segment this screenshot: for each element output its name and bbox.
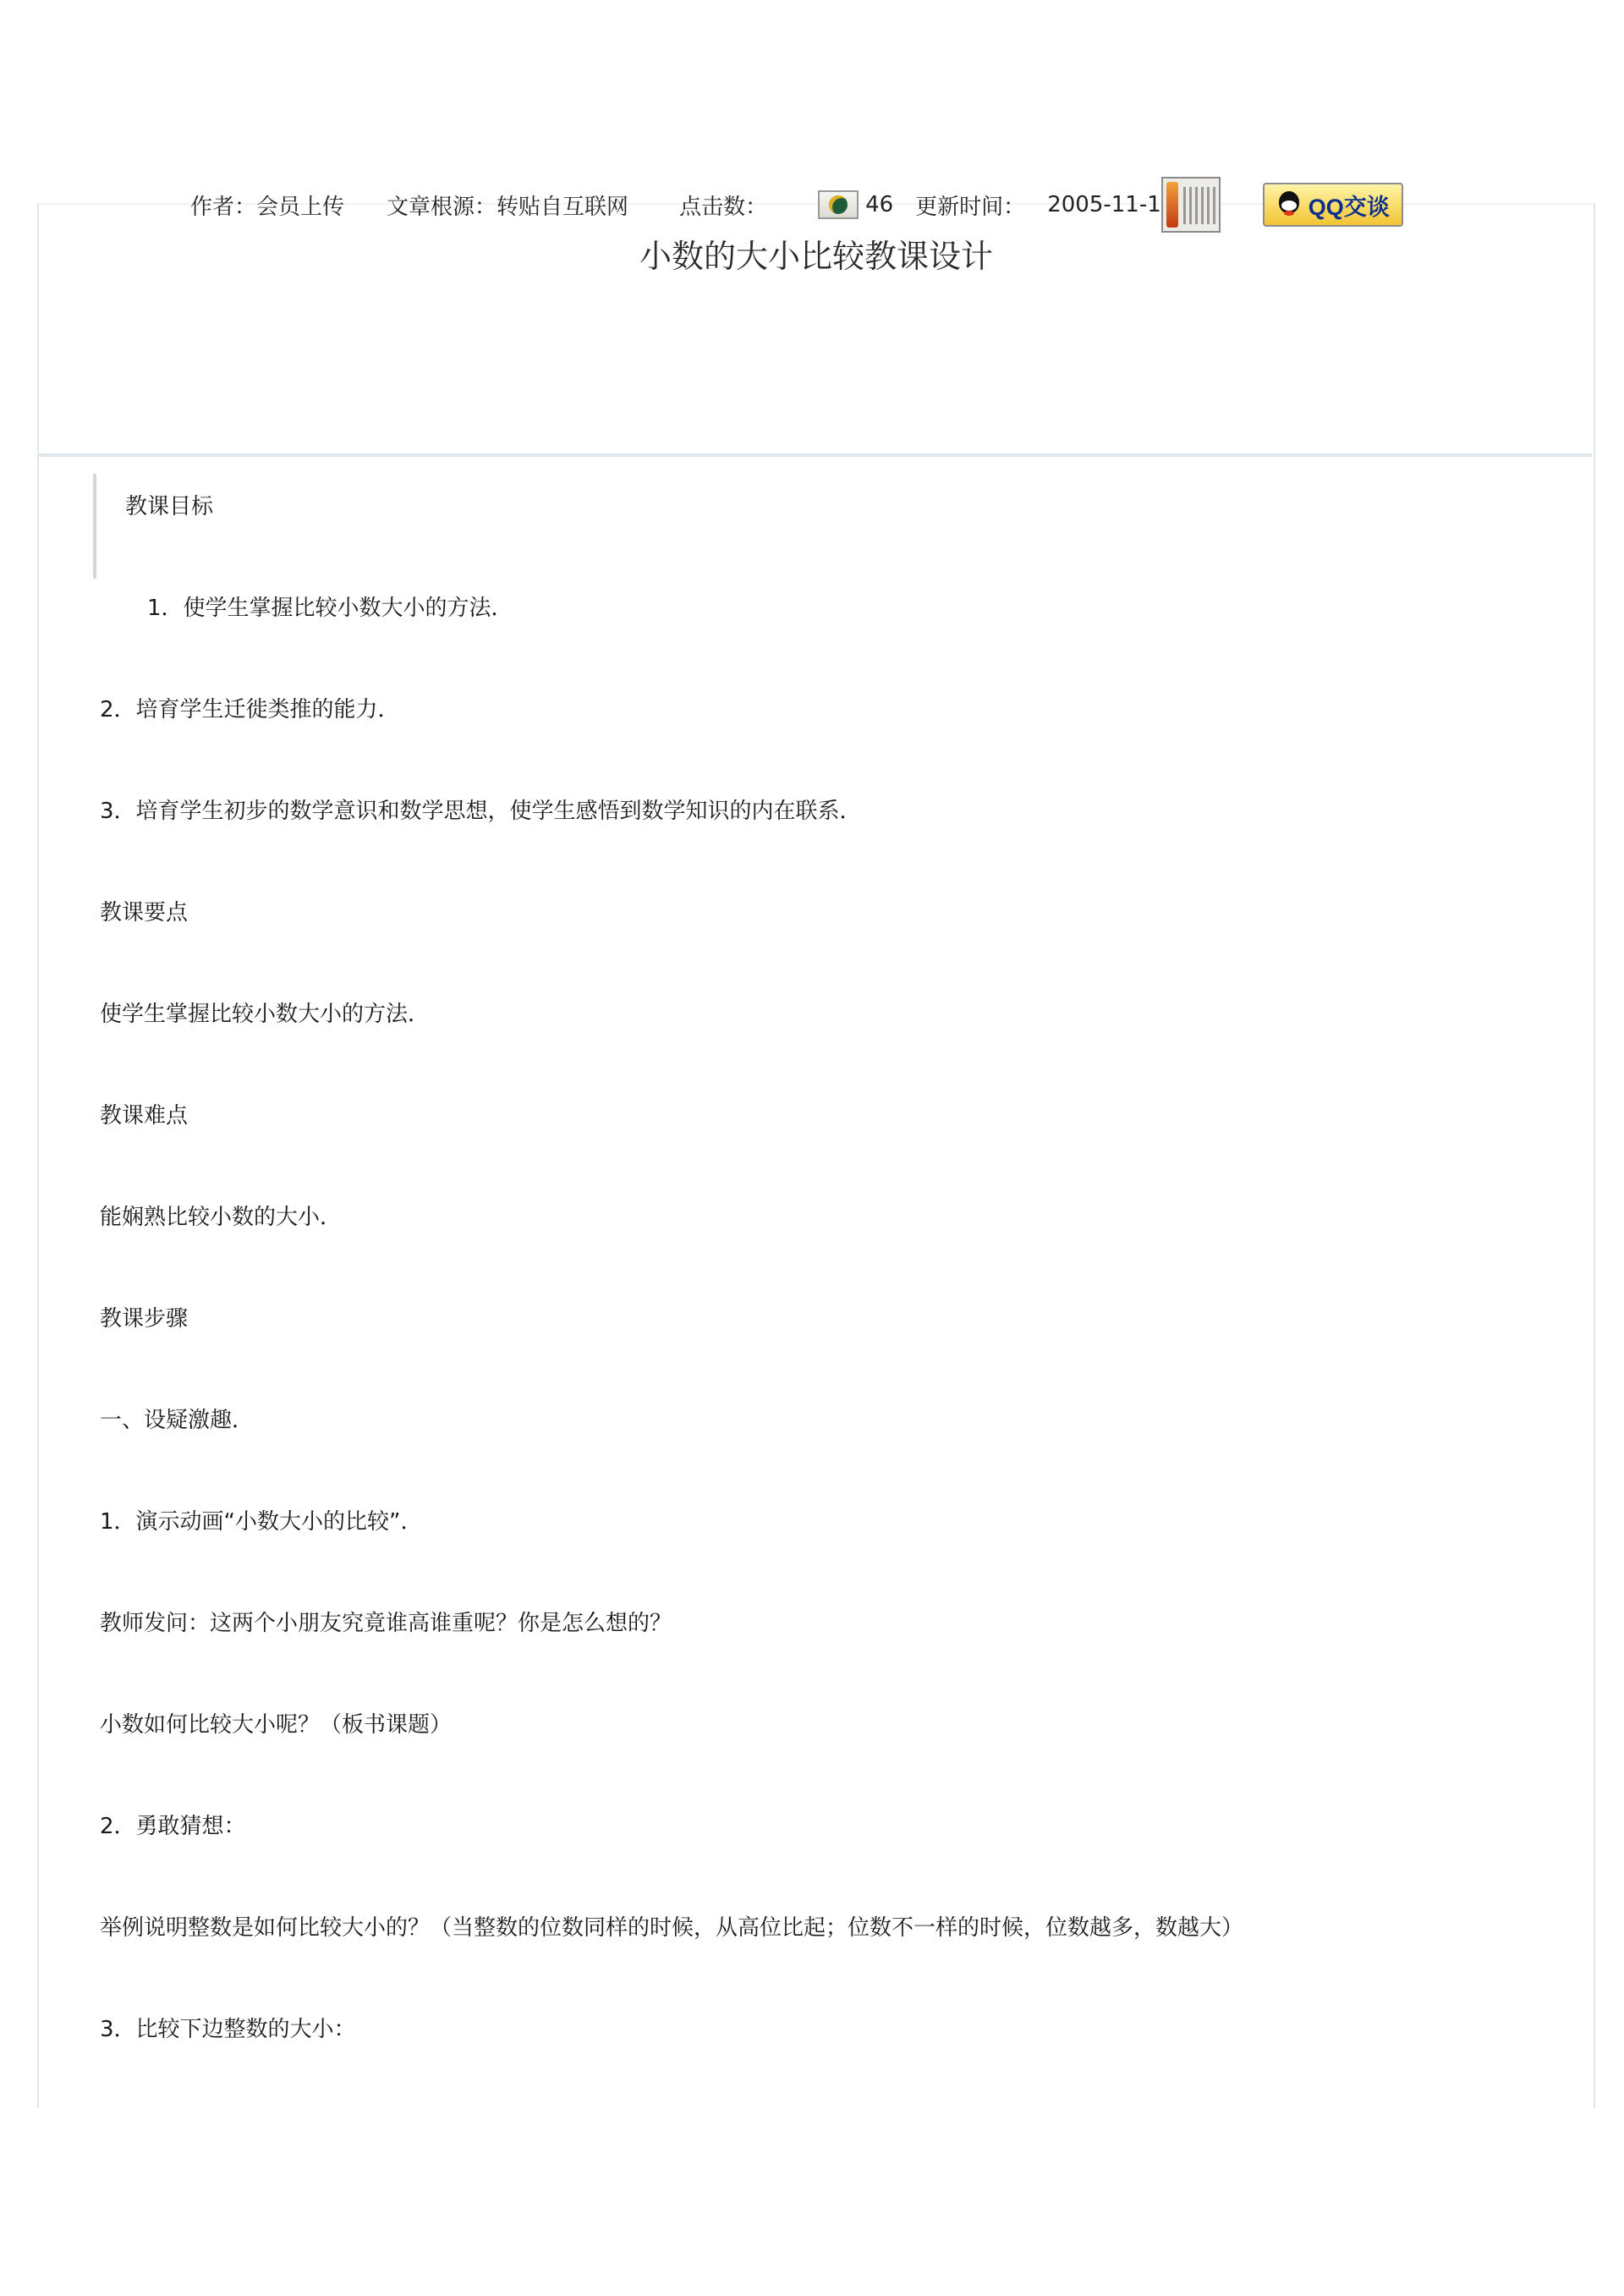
paragraph-integer-example: 举例说明整数是如何比较大小的？（当整数的位数同样的时候，从高位比起；位数不一样的时候，位数越多，数越大） — [100, 1915, 1244, 1941]
qq-chat-label: QQ交谈 — [1308, 194, 1390, 220]
article-meta — [190, 179, 1403, 230]
hits-value: 46 — [865, 192, 894, 217]
paragraph-compare: 3．比较下边整数的大小： — [100, 2017, 356, 2042]
paragraph-guess: 2．勇敢猜想： — [100, 1814, 246, 1839]
author-label: 作者： — [190, 194, 257, 220]
paragraph-key-point: 使学生掌握比较小数大小的方法． — [100, 1002, 431, 1027]
article-title: 小数的大小比较教课设计 — [639, 238, 993, 275]
qq-penguin-icon — [1276, 190, 1302, 219]
paragraph-animation: 1．演示动画“小数大小的比较”． — [100, 1509, 423, 1535]
article-header — [39, 205, 1594, 459]
paragraph-board-title: 小数如何比较大小呢？（板书课题） — [100, 1712, 453, 1738]
updated-label: 更新时间： — [915, 194, 1026, 220]
article-frame — [37, 203, 1595, 2108]
author-value: 会员上传 — [256, 194, 345, 220]
paragraph-goal-2: 2．培育学生迁徙类推的能力． — [100, 697, 400, 722]
header-divider — [39, 453, 1592, 457]
section-heading-goals: 教课目标 — [125, 494, 214, 519]
section-heading-difficulty: 教课难点 — [100, 1103, 189, 1129]
section-heading-key-points: 教课要点 — [100, 900, 189, 926]
paragraph-goal-1: 1．使学生掌握比较小数大小的方法． — [147, 596, 513, 621]
sticky-note-icon[interactable] — [1161, 177, 1221, 233]
hits-counter-icon — [818, 190, 859, 219]
paragraph-teacher-question: 教师发问：这两个小朋友究竟谁高谁重呢？你是怎么想的？ — [100, 1611, 672, 1636]
hits-label: 点击数： — [679, 194, 768, 220]
qq-chat-button[interactable] — [1263, 183, 1403, 227]
updated-value: 2005-11-1 — [1047, 192, 1161, 217]
paragraph-difficulty: 能娴熟比较小数的大小． — [100, 1205, 343, 1230]
paragraph-step-1: 一、设疑激趣． — [100, 1408, 255, 1433]
section-heading-steps: 教课步骤 — [100, 1306, 189, 1332]
quote-bar — [93, 474, 96, 579]
source-value: 转贴自互联网 — [497, 194, 629, 220]
paragraph-goal-3: 3．培育学生初步的数学意识和数学思想，使学生感悟到数学知识的内在联系． — [100, 799, 862, 824]
source-label: 文章根源： — [387, 194, 497, 220]
